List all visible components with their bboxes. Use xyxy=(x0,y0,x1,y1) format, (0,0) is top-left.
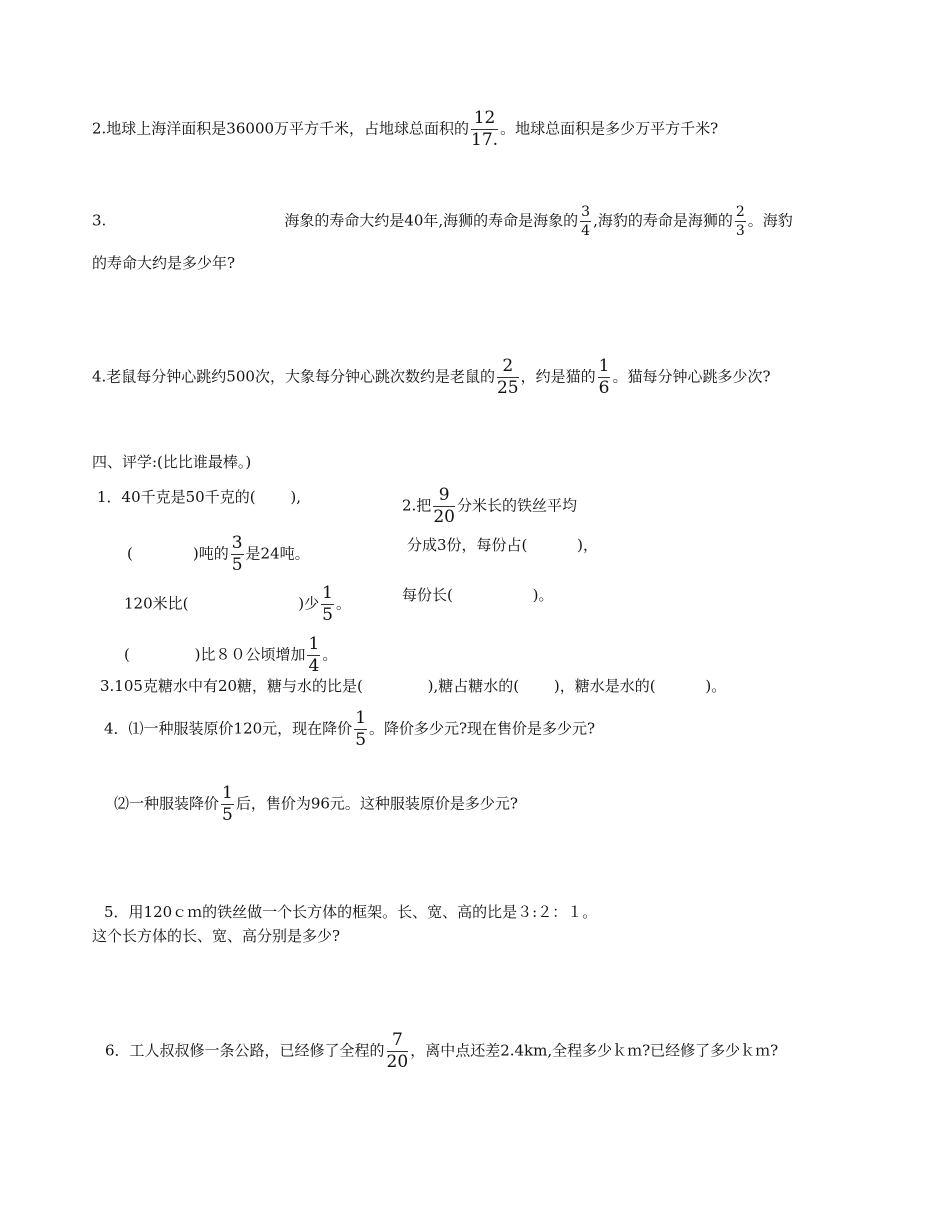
p6-fraction: $\frac{7}{20}$ xyxy=(386,1030,409,1072)
p1-line-2: ( )吨的 $\frac{3}{5}$ 是24吨。 xyxy=(127,533,310,575)
question-4 xyxy=(92,358,770,397)
p4-fraction-2: $\frac{1}{5}$ xyxy=(222,783,233,825)
q2-text-b: 。地球总面积是多少万平方千米? xyxy=(500,119,719,138)
q4-fraction-1: $\frac{2}{25}$ xyxy=(496,356,519,398)
p1-fraction-1-4: $\frac{1}{4}$ xyxy=(308,634,320,676)
p2-fraction-9-20: $\frac{9}{20}$ xyxy=(433,485,455,527)
p1-line-1: 1．40千克是50千克的( ), xyxy=(97,488,301,506)
question-2 xyxy=(92,110,718,149)
q4-fraction-2: $\frac{1}{6}$ xyxy=(598,356,610,398)
q3-fraction-2: $\frac{2}{3}$ xyxy=(735,204,745,239)
p4-fraction-1: $\frac{1}{5}$ xyxy=(355,708,367,750)
question-3 xyxy=(92,205,793,238)
p1-fraction-1-5: $\frac{1}{5}$ xyxy=(322,583,333,625)
p2-line-3: 每份长( )。 xyxy=(402,586,554,604)
q3-text-a: 海象的寿命大约是40年,海狮的寿命是海象的 xyxy=(284,211,579,230)
p5-line-1: 5．用120ｃｍ的铁丝做一个长方体的框架。长、宽、高的比是３:２：１。 xyxy=(104,903,598,921)
q3-text-c: 。海豹 xyxy=(747,211,793,230)
p5-line-2: 这个长方体的长、宽、高分别是多少? xyxy=(92,927,341,945)
q4-text-b: ，约是猫的 xyxy=(520,367,596,386)
p3-line: 3.105克糖水中有20糖，糖与水的比是( ),糖占糖水的( )，糖水是水的( )。 xyxy=(100,677,727,695)
p6-line: 6．工人叔叔修一条公路，已经修了全程的 $\frac{7}{20}$ ，离中点还差2.4km,全程多少ｋｍ?已经修了多少ｋｍ? xyxy=(105,1030,779,1072)
p4-line-1: 4．⑴一种服装原价120元，现在降价 $\frac{1}{5}$ 。降价多少元?现在售价是多少元? xyxy=(104,708,596,750)
p1-fraction-3-5: $\frac{3}{5}$ xyxy=(231,533,243,575)
section-heading: 四、评学:(比比谁最棒。) xyxy=(92,453,252,471)
q3-number: 3. xyxy=(92,211,107,230)
q3-fraction-1: $\frac{3}{4}$ xyxy=(581,204,591,239)
p2-line-2: 分成3份，每份占( )， xyxy=(407,536,599,554)
p4-line-2: ⑵一种服装降价 $\frac{1}{5}$ 后，售价为96元。这种服装原价是多少元? xyxy=(114,783,518,825)
p1-line-4: ( )比８０公顷增加 $\frac{1}{4}$ 。 xyxy=(124,634,338,676)
p1-line-3: 120米比( )少 $\frac{1}{5}$ 。 xyxy=(124,583,351,625)
q3-text-b: ,海豹的寿命是海狮的 xyxy=(593,211,733,230)
q4-text-c: 。猫每分钟心跳多少次? xyxy=(612,367,771,386)
q2-fraction: $\frac{12}{17.}$ xyxy=(471,108,499,150)
p2-line-1: 2.把 $\frac{9}{20}$ 分米长的铁丝平均 xyxy=(402,485,577,527)
question-3-line-2: 的寿命大约是多少年? xyxy=(92,254,236,272)
q4-text-a: 4.老鼠每分钟心跳约500次，大象每分钟心跳次数约是老鼠的 xyxy=(92,367,495,386)
q2-text-a: 2.地球上海洋面积是36000万平方千米，占地球总面积的 xyxy=(92,119,470,138)
